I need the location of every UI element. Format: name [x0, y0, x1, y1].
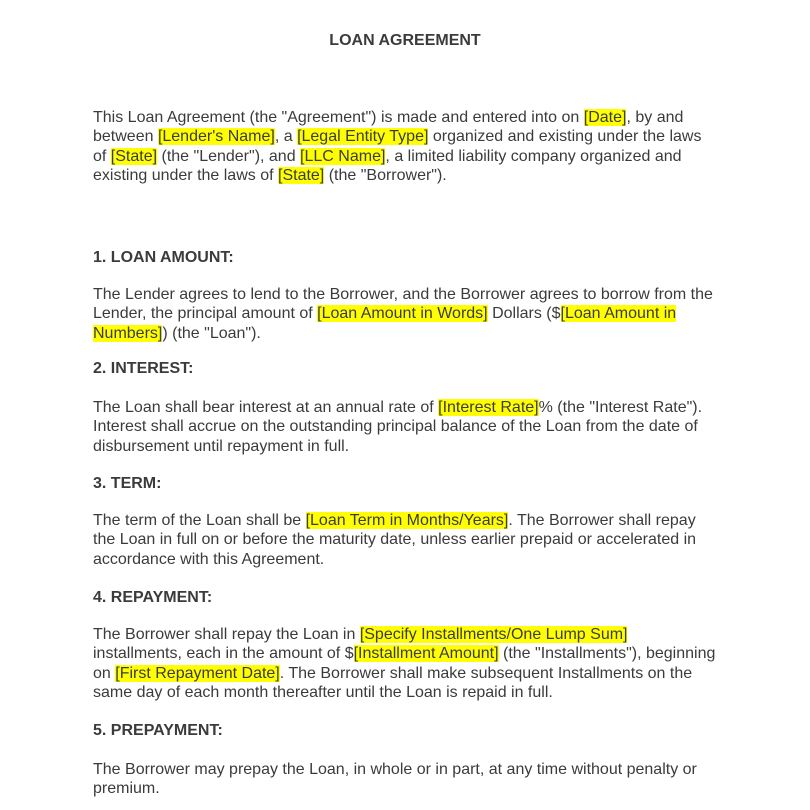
- placeholder-field: [State]: [110, 147, 158, 165]
- placeholder-field: [Loan Term in Months/Years]: [305, 512, 509, 529]
- section-heading-prepayment: 5. PREPAYMENT:: [93, 722, 223, 739]
- text-run: The Borrower shall repay the Loan in: [93, 626, 360, 643]
- text-run: ) (the "Loan").: [162, 324, 261, 342]
- section-paragraph-loan-amount: [93, 285, 717, 343]
- text-run: This Loan Agreement (the "Agreement") is made and entered into on: [93, 109, 584, 126]
- document-title: LOAN AGREEMENT: [329, 32, 481, 49]
- text-run: Dollars ($: [487, 305, 561, 323]
- text-run: installments, each in the amount of $: [93, 645, 354, 663]
- text-run: The term of the Loan shall be: [93, 512, 306, 529]
- text-run: , by and between: [93, 109, 684, 146]
- text-run: . The Borrower shall make subsequent Installments on the same day of each month thereafter until the Loan is repaid in full.: [93, 664, 693, 701]
- text-run: (the "Lender"), and: [157, 147, 301, 165]
- placeholder-field: [State]: [278, 166, 325, 184]
- placeholder-field: [Loan Amount in Words]: [317, 305, 488, 323]
- text-run: (the "Installments"), beginning on: [93, 645, 716, 682]
- placeholder-field: [Date]: [583, 109, 627, 126]
- text-run: organized and existing under the laws of: [93, 128, 702, 165]
- text-run: The Borrower may prepay the Loan, in whole or in part, at any time without penalty or premium.: [93, 761, 697, 798]
- section-heading-loan-amount: 1. LOAN AMOUNT:: [93, 249, 234, 266]
- placeholder-field: [Lender's Name]: [157, 128, 275, 146]
- section-heading-interest: 2. INTEREST:: [93, 360, 194, 377]
- placeholder-field: [Legal Entity Type]: [297, 128, 429, 146]
- section-paragraph-prepayment: [93, 760, 717, 799]
- placeholder-field: [First Repayment Date]: [115, 664, 280, 682]
- text-run: % (the "Interest Rate"). Interest shall accrue on the outstanding principal balance of the Loan from the date of disbursement until repayment in full.: [93, 399, 703, 455]
- text-run: (the "Borrower").: [324, 166, 447, 184]
- text-run: The Lender agrees to lend to the Borrower, and the Borrower agrees to borrow from the Lender, the principal amount of: [93, 286, 713, 323]
- text-run: , a limited liability company organized and existing under the laws of: [93, 147, 682, 184]
- section-paragraph-interest: [93, 398, 717, 456]
- placeholder-field: [Interest Rate]: [438, 399, 539, 416]
- section-heading-term: 3. TERM:: [93, 475, 162, 492]
- section-heading-repayment: 4. REPAYMENT:: [93, 589, 213, 606]
- text-run: The Loan shall bear interest at an annual rate of: [93, 399, 439, 416]
- placeholder-field: [Loan Amount in Numbers]: [93, 305, 677, 342]
- intro-paragraph: [93, 108, 717, 185]
- placeholder-field: [Installment Amount]: [353, 645, 499, 663]
- section-paragraph-term: [93, 511, 717, 569]
- text-run: , a: [274, 128, 298, 146]
- section-paragraph-repayment: [93, 625, 717, 702]
- placeholder-field: [LLC Name]: [300, 147, 386, 165]
- text-run: . The Borrower shall repay the Loan in full on or before the maturity date, unless earlier prepaid or accelerated in accordance with this Agreement.: [93, 512, 697, 568]
- placeholder-field: [Specify Installments/One Lump Sum]: [359, 626, 628, 643]
